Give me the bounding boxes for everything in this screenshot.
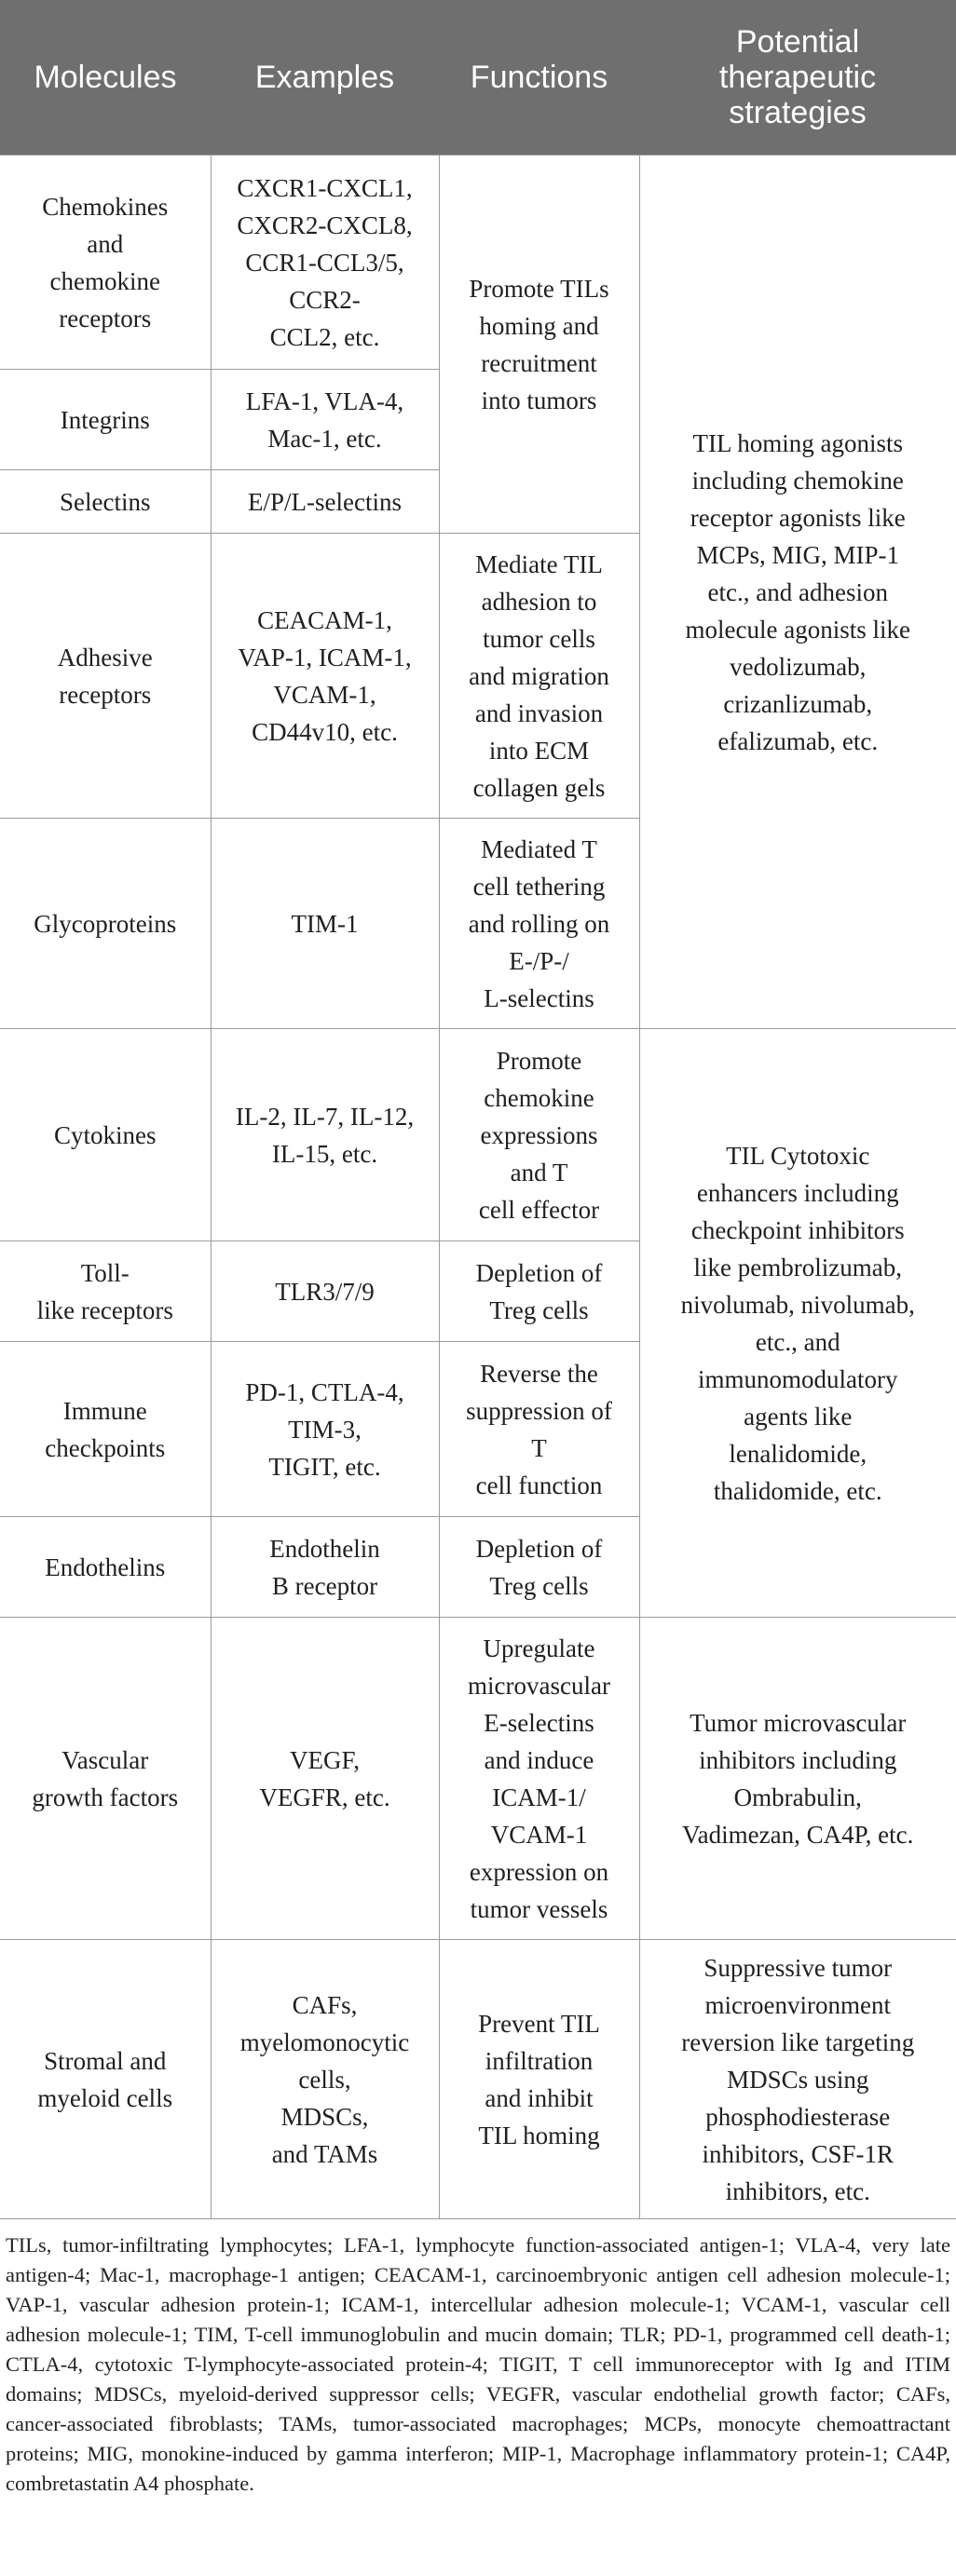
table-footnote: TILs, tumor-infiltrating lymphocytes; LFA-1, lymphocyte function-associated antigen-1; VLA-4, very late antigen-4; Mac-1, macrophage-1 antigen; CEACAM-1, carcinoembryonic antigen cell adhesion molecule-1; VAP-1, vascular adhesion protein-1; ICAM-1, intercellular adhesion molecule-1; VCAM-1, vascular cell adhesion molecule-1; TIM, T-cell immunoglobulin and mucin domain; TLR; PD-1, programmed cell death-1; CTLA-4, cytotoxic T-lymphocyte-associated protein-4; TIGIT, T cell immunoreceptor with Ig and ITIM domains; MDSCs, myeloid-derived suppressor cells; VEGFR, vascular endothelial growth factor; CAFs, cancer-associated fibroblasts; TAMs, tumor-associated macrophages; MCPs, monocyte chemoattractant proteins; MIG, monokine-induced by gamma interferon; MIP-1, Macrophage inflammatory protein-1; CA4P, combretastatin A4 phosphate. [6,2233,950,2495]
function-cell: Mediate TIL adhesion to tumor cells and migration and invasion into ECM collagen gels [439,534,639,819]
example-cell: TLR3/7/9 [211,1241,439,1342]
example-cell: CAFs, myelomonocytic cells, MDSCs, and TAMs [211,1940,439,2219]
strategy-cell: TIL homing agonists including chemokine receptor agonists like MCPs, MIG, MIP-1 etc., and adhesion molecule agonists like vedolizumab, crizanlizumab, efalizumab, etc. [639,156,956,1029]
table-row [0,1618,956,1940]
function-cell: Depletion of Treg cells [439,1241,639,1342]
example-cell: E/P/L-selectins [211,470,439,534]
table-row [0,1940,956,2219]
example-cell: TIM-1 [211,819,439,1029]
molecule-cell: Selectins [0,470,211,534]
function-cell: Reverse the suppression of T cell function [439,1342,639,1517]
table-row [0,156,956,370]
function-cell: Promote TILs homing and recruitment into tumors [439,156,639,534]
example-cell: PD-1, CTLA-4, TIM-3, TIGIT, etc. [211,1342,439,1517]
strategy-cell: Tumor microvascular inhibitors including Ombrabulin, Vadimezan, CA4P, etc. [639,1618,956,1940]
function-cell: Mediated T cell tethering and rolling on E-/P-/ L-selectins [439,819,639,1029]
example-cell: IL-2, IL-7, IL-12, IL-15, etc. [211,1029,439,1241]
function-cell: Promote chemokine expressions and T cell effector [439,1029,639,1241]
function-cell: Prevent TIL infiltration and inhibit TIL homing [439,1940,639,2219]
function-cell: Depletion of Treg cells [439,1517,639,1618]
molecule-cell: Immune checkpoints [0,1342,211,1517]
function-cell: Upregulate microvascular E-selectins and induce ICAM-1/ VCAM-1 expression on tumor vessels [439,1618,639,1940]
molecule-cell: Vascular growth factors [0,1618,211,1940]
molecule-cell: Cytokines [0,1029,211,1241]
molecule-cell: Toll- like receptors [0,1241,211,1342]
molecule-cell: Glycoproteins [0,819,211,1029]
example-cell: CXCR1-CXCL1, CXCR2-CXCL8, CCR1-CCL3/5, CCR2- CCL2, etc. [211,156,439,370]
example-cell: CEACAM-1, VAP-1, ICAM-1, VCAM-1, CD44v10, etc. [211,534,439,819]
header-functions: Functions [439,0,639,156]
molecule-cell: Stromal and myeloid cells [0,1940,211,2219]
strategy-cell: Suppressive tumor microenvironment reversion like targeting MDSCs using phosphodiesterase inhibitors, CSF-1R inhibitors, etc. [639,1940,956,2219]
strategy-cell: TIL Cytotoxic enhancers including checkpoint inhibitors like pembrolizumab, nivolumab, nivolumab, etc., and immunomodulatory agents like lenalidomide, thalidomide, etc. [639,1029,956,1618]
molecule-cell: Adhesive receptors [0,534,211,819]
example-cell: VEGF, VEGFR, etc. [211,1618,439,1940]
header-strategies: Potential therapeutic strategies [639,0,956,156]
header-row [0,0,956,156]
molecule-cell: Endothelins [0,1517,211,1618]
header-molecules: Molecules [0,0,211,156]
molecule-cell: Integrins [0,370,211,470]
molecule-cell: Chemokines and chemokine receptors [0,156,211,370]
header-examples: Examples [211,0,439,156]
example-cell: Endothelin B receptor [211,1517,439,1618]
example-cell: LFA-1, VLA-4, Mac-1, etc. [211,370,439,470]
table-row [0,1029,956,1241]
